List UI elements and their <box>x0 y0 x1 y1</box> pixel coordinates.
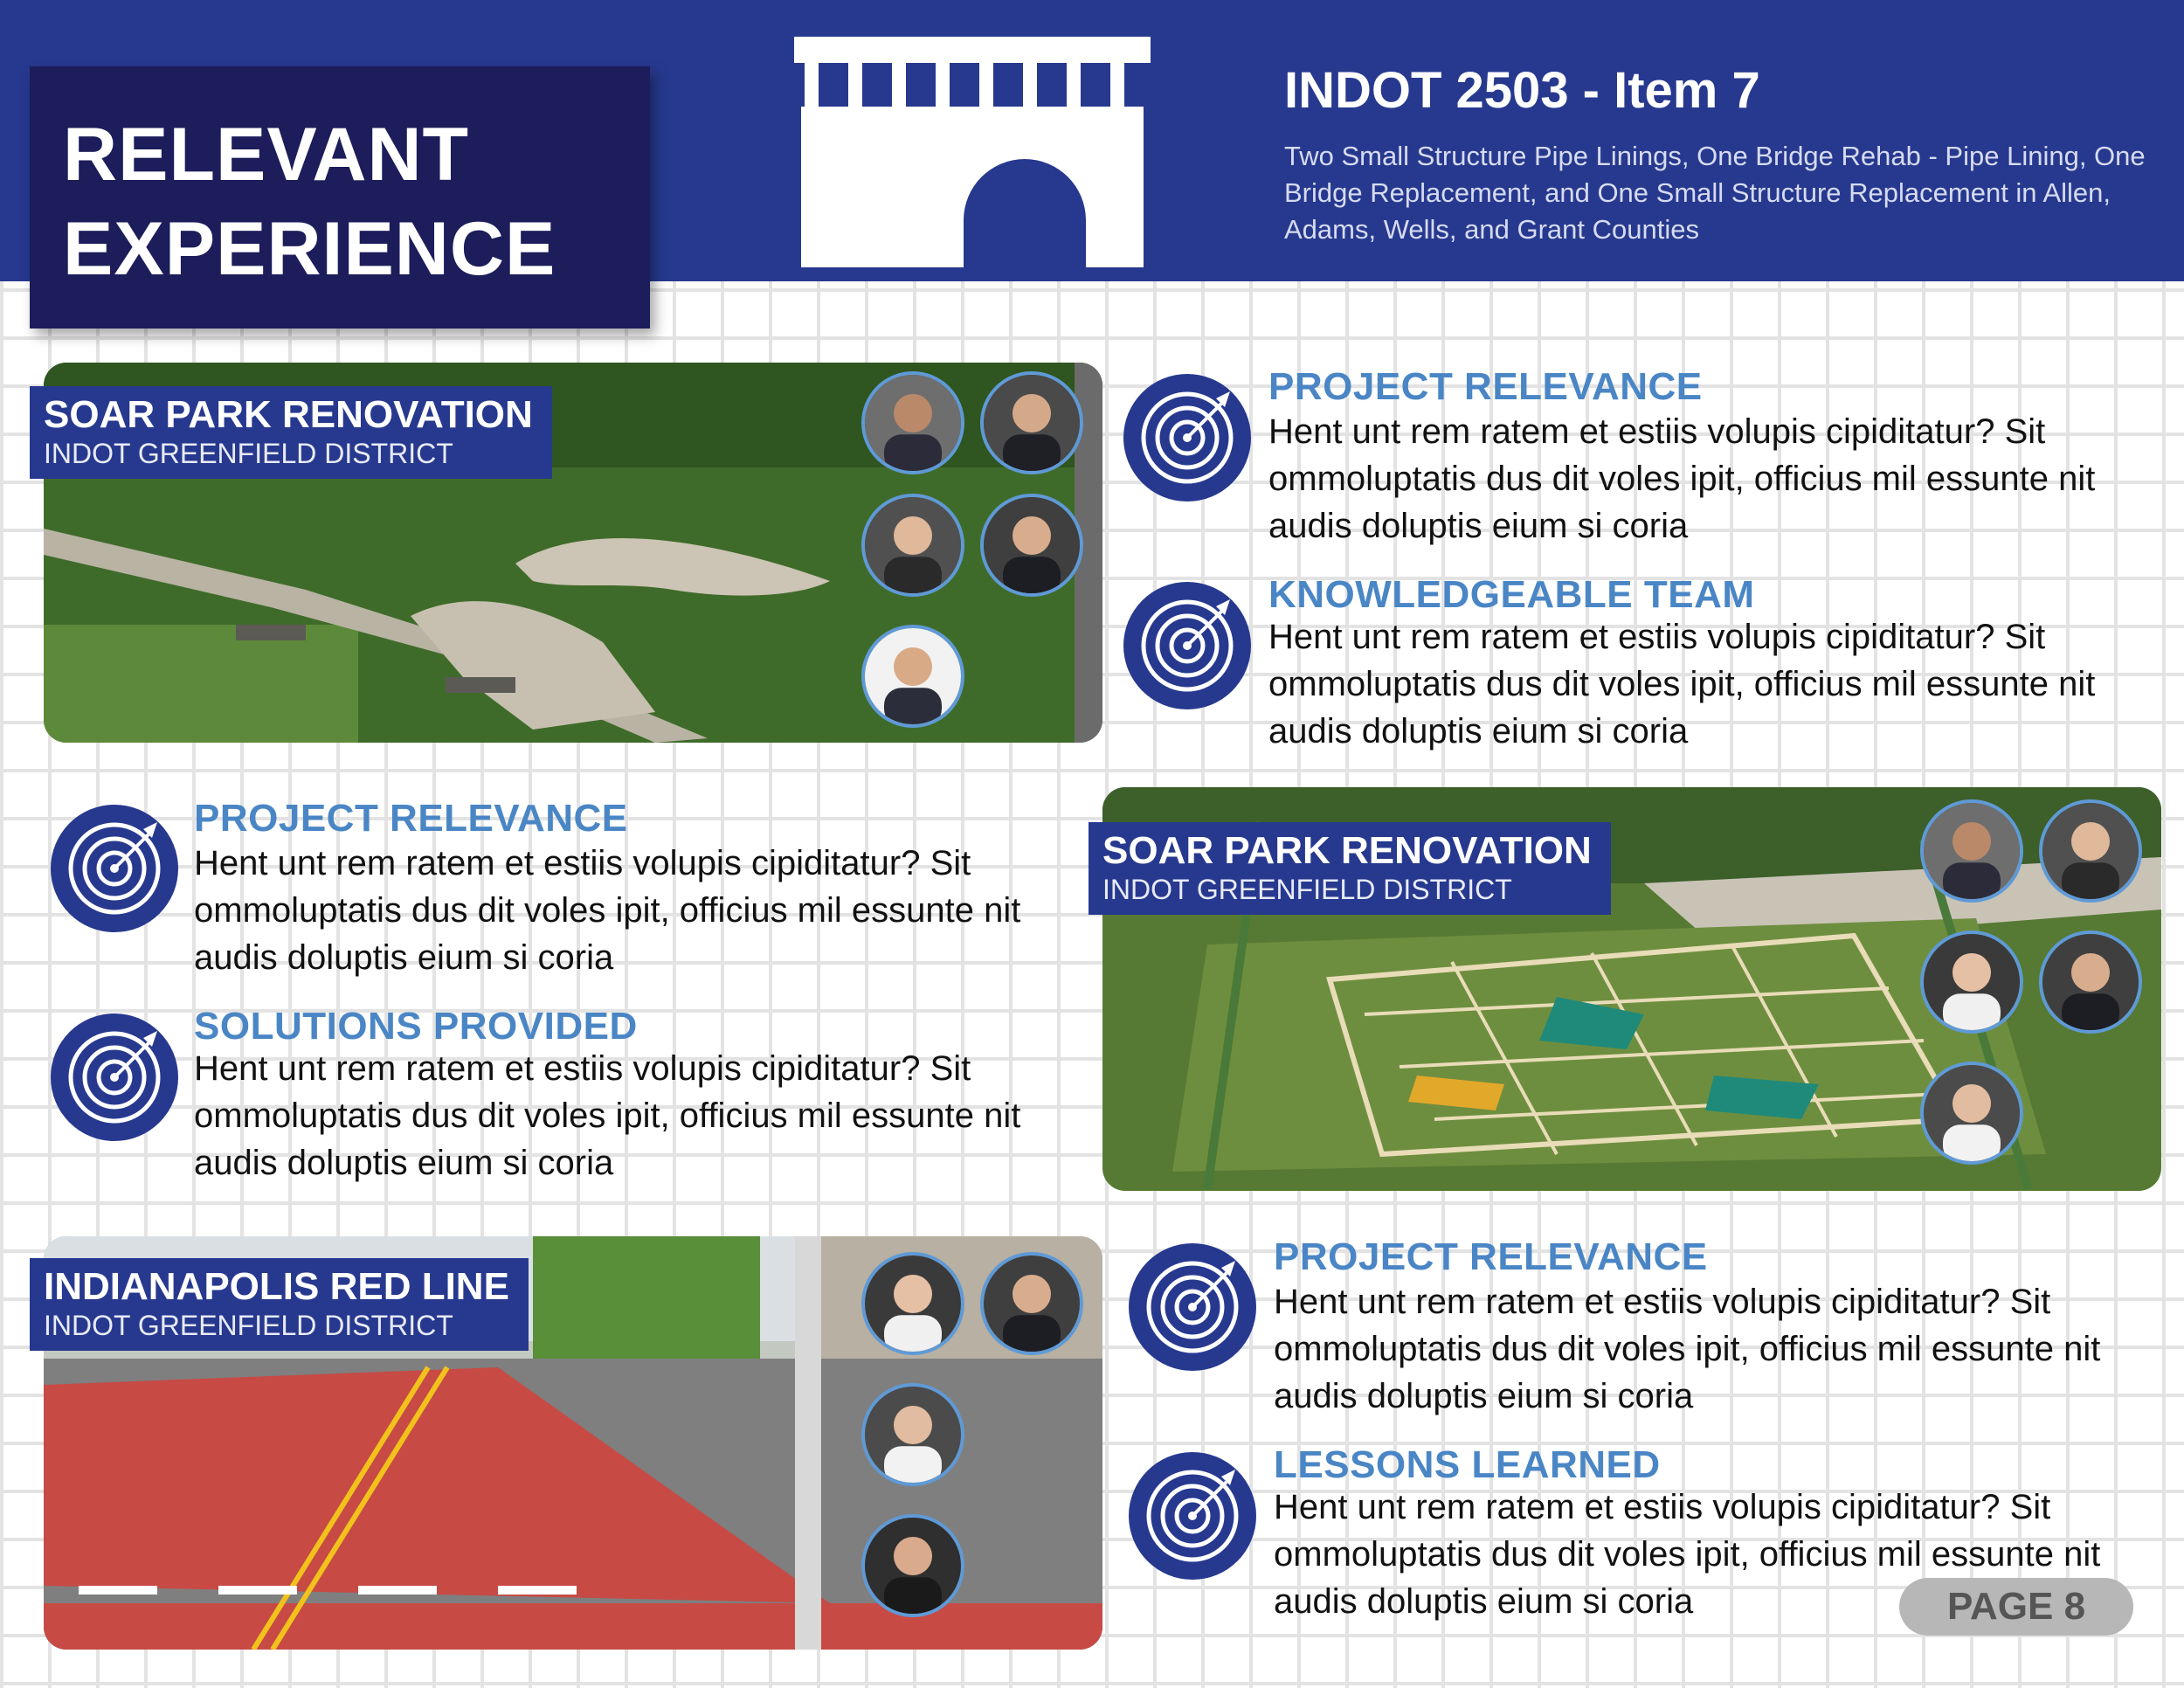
section-heading: PROJECT RELEVANCE <box>194 797 628 840</box>
project-district: INDOT GREENFIELD DISTRICT <box>44 1310 453 1341</box>
team-avatar <box>861 494 964 597</box>
project-tag <box>30 1258 529 1351</box>
team-avatar <box>1920 930 2023 1034</box>
section-body: Hent unt rem ratem et estiis volupis cipiditatur? Sit ommoluptatis dus dit voles ipit, officius mil essunte nit audis doluptis eium si coria <box>194 844 1021 977</box>
section-heading: KNOWLEDGEABLE TEAM <box>1268 573 1755 616</box>
section-heading: PROJECT RELEVANCE <box>1268 365 1703 408</box>
project-name: SOAR PARK RENOVATION <box>1102 829 1592 872</box>
section-body: Hent unt rem ratem et estiis volupis cipiditatur? Sit ommoluptatis dus dit voles ipit, officius mil essunte nit audis doluptis eium si coria <box>1268 618 2096 751</box>
section-body: Hent unt rem ratem et estiis volupis cipiditatur? Sit ommoluptatis dus dit voles ipit, officius mil essunte nit audis doluptis eium si coria <box>194 1049 1021 1182</box>
team-avatar <box>861 625 964 728</box>
project-description: Two Small Structure Pipe Linings, One Bridge Rehab - Pipe Lining, One Bridge Replacement, and One Small Structure Replacement in Allen, Adams, Wells, and Grant Counties <box>1284 141 2146 245</box>
section-body: Hent unt rem ratem et estiis volupis cipiditatur? Sit ommoluptatis dus dit voles ipit, officius mil essunte nit audis doluptis eium si coria <box>1274 1488 2101 1621</box>
project-district: INDOT GREENFIELD DISTRICT <box>1102 874 1512 905</box>
team-avatar <box>980 371 1083 474</box>
page-number-badge: PAGE 8 <box>1899 1578 2133 1636</box>
project-name: SOAR PARK RENOVATION <box>44 393 533 436</box>
team-avatar <box>861 1514 964 1617</box>
target-icon <box>51 1013 178 1141</box>
page-title-line1: RELEVANT <box>63 113 470 197</box>
team-avatar <box>980 1252 1083 1355</box>
section-heading: SOLUTIONS PROVIDED <box>194 1005 638 1048</box>
bridge-icon <box>791 33 1154 271</box>
page-title-box <box>30 66 650 329</box>
section-heading: PROJECT RELEVANCE <box>1274 1235 1708 1278</box>
project-title: INDOT 2503 - Item 7 <box>1284 62 1760 119</box>
target-icon <box>1123 582 1251 709</box>
section-heading: LESSONS LEARNED <box>1274 1443 1661 1486</box>
team-avatar <box>2039 930 2142 1034</box>
project-tag <box>1089 822 1611 915</box>
target-icon <box>51 805 178 932</box>
team-avatar <box>861 1383 964 1486</box>
team-avatar <box>1920 799 2023 903</box>
section-body: Hent unt rem ratem et estiis volupis cipiditatur? Sit ommoluptatis dus dit voles ipit, officius mil essunte nit audis doluptis eium si coria <box>1268 412 2096 545</box>
project-district: INDOT GREENFIELD DISTRICT <box>44 438 453 469</box>
project-name: INDIANAPOLIS RED LINE <box>44 1265 509 1308</box>
target-icon <box>1123 374 1251 502</box>
team-avatar <box>1920 1062 2023 1165</box>
team-avatar <box>861 371 964 474</box>
team-avatar <box>2039 799 2142 903</box>
team-avatar <box>980 494 1083 597</box>
section-body: Hent unt rem ratem et estiis volupis cipiditatur? Sit ommoluptatis dus dit voles ipit, officius mil essunte nit audis doluptis eium si coria <box>1274 1283 2101 1415</box>
target-icon <box>1129 1243 1256 1371</box>
target-icon <box>1129 1452 1256 1580</box>
project-tag <box>30 386 552 479</box>
page-title-line2: EXPERIENCE <box>63 207 556 291</box>
team-avatar <box>861 1252 964 1355</box>
